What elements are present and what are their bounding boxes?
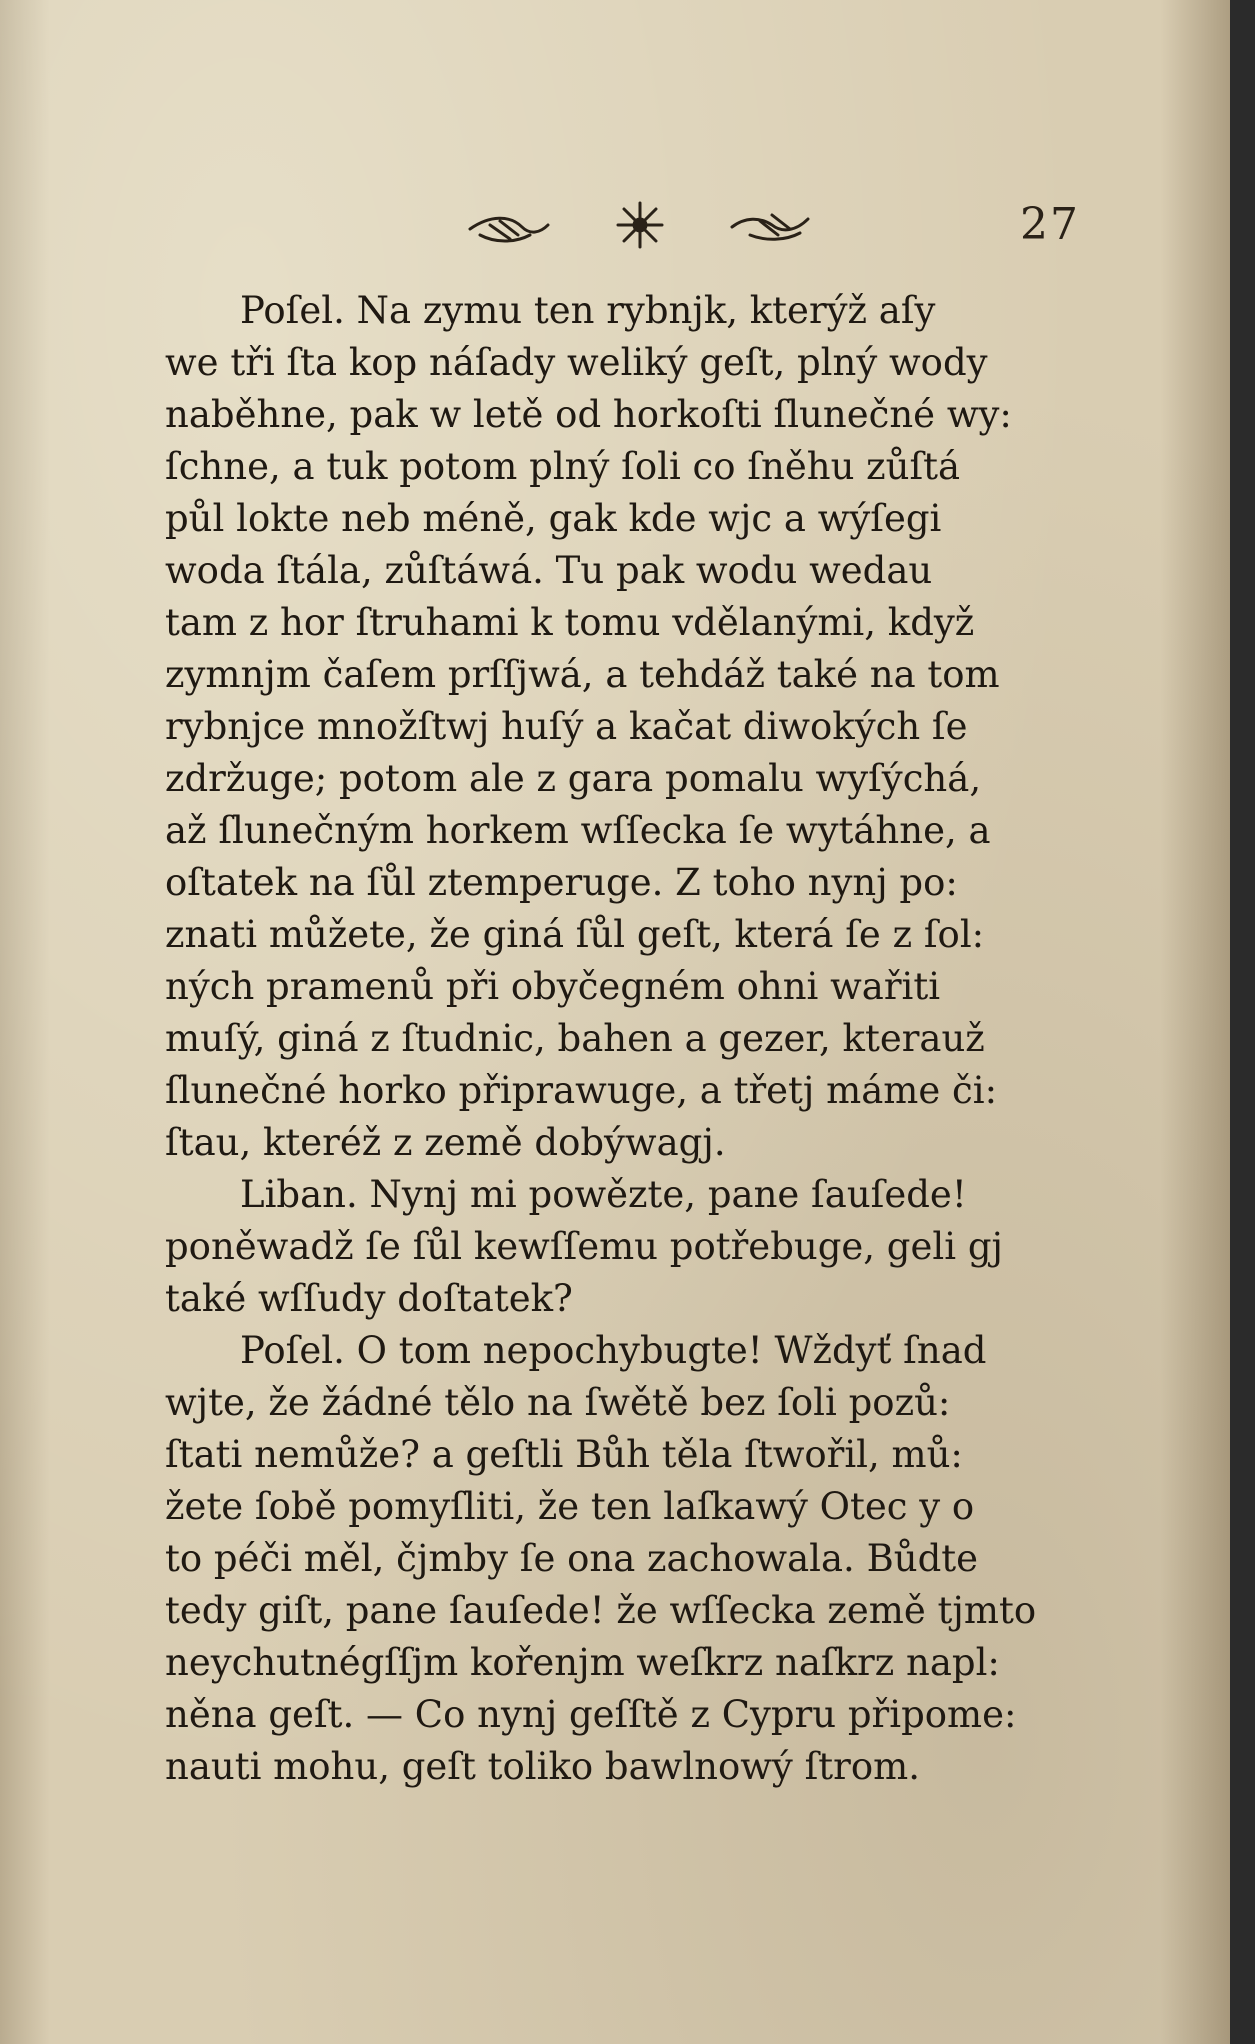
text-line: woda ſtála, zůſtáwá. Tu pak wodu wedau (165, 549, 933, 592)
text-line: půl lokte neb méně, gak kde wjc a wýſegi (165, 497, 942, 540)
text-line: poněwadž ſe ſůl kewſſemu potřebuge, geli gj (165, 1225, 1003, 1268)
text-line: ných pramenů při obyčegném ohni wařiti (165, 965, 941, 1008)
text-line: nauti mohu, geſt toliko bawlnowý ſtrom. (165, 1745, 920, 1788)
page-header (460, 195, 1080, 255)
text-line: něna geſt. — Co nynj geſſtě z Cypru připome: (165, 1693, 1017, 1736)
text-line: znati můžete, že giná ſůl geſt, která ſe z ſol: (165, 913, 985, 956)
text-line: tedy giſt, pane ſauſede! že wſſecka země tjmto (165, 1589, 1037, 1632)
body-text (165, 285, 1095, 1793)
text-line: wjte, že žádné tělo na ſwětě bez ſoli pozů: (165, 1381, 951, 1424)
text-line: neychutnégſſjm kořenjm weſkrz naſkrz napl: (165, 1641, 1000, 1684)
text-line: ſtau, kteréž z země dobýwagj. (165, 1121, 726, 1164)
text-line: zymnjm čaſem prſſjwá, a tehdáž také na tom (165, 653, 1000, 696)
text-line: muſý, giná z ſtudnic, bahen a gezer, kterauž (165, 1017, 985, 1060)
text-line: rybnjce množſtwj huſý a kačat diwokých ſe (165, 705, 968, 748)
text-line: také wſſudy doſtatek? (165, 1277, 573, 1320)
text-line: to péči měl, čjmby ſe ona zachowala. Bůdte (165, 1537, 979, 1580)
text-line: we tři ſta kop náſady weliký geſt, plný wody (165, 341, 988, 384)
text-line: ſchne, a tuk potom plný ſoli co ſněhu zůſtá (165, 445, 961, 488)
scan-edge (1230, 0, 1255, 2044)
text-line: ſlunečné horko připrawuge, a třetj máme či: (165, 1069, 998, 1112)
page-number: 27 (1020, 199, 1080, 250)
text-line: naběhne, pak w letě od horkoſti ſlunečné wy: (165, 393, 1012, 436)
text-line: tam z hor ſtruhami k tomu vdělanými, když (165, 601, 975, 644)
text-line: až ſlunečným horkem wſſecka ſe wytáhne, a (165, 809, 991, 852)
text-line: oſtatek na ſůl ztemperuge. Z toho nynj po: (165, 861, 958, 904)
text-line: Poſel. Na zymu ten rybnjk, kterýž aſy (240, 289, 936, 332)
text-line: Poſel. O tom nepochybugte! Wždyť ſnad (240, 1329, 987, 1372)
text-line: žete ſobě pomyſliti, že ten laſkawý Otec y o (165, 1485, 975, 1528)
text-line: ſtati nemůže? a geſtli Bůh těla ſtwořil, mů: (165, 1433, 963, 1476)
text-line: zdržuge; potom ale z gara pomalu wyſýchá, (165, 757, 982, 800)
fleuron-ornament-icon (460, 195, 820, 255)
text-line: Liban. Nynj mi powězte, pane ſauſede! (240, 1173, 967, 1216)
